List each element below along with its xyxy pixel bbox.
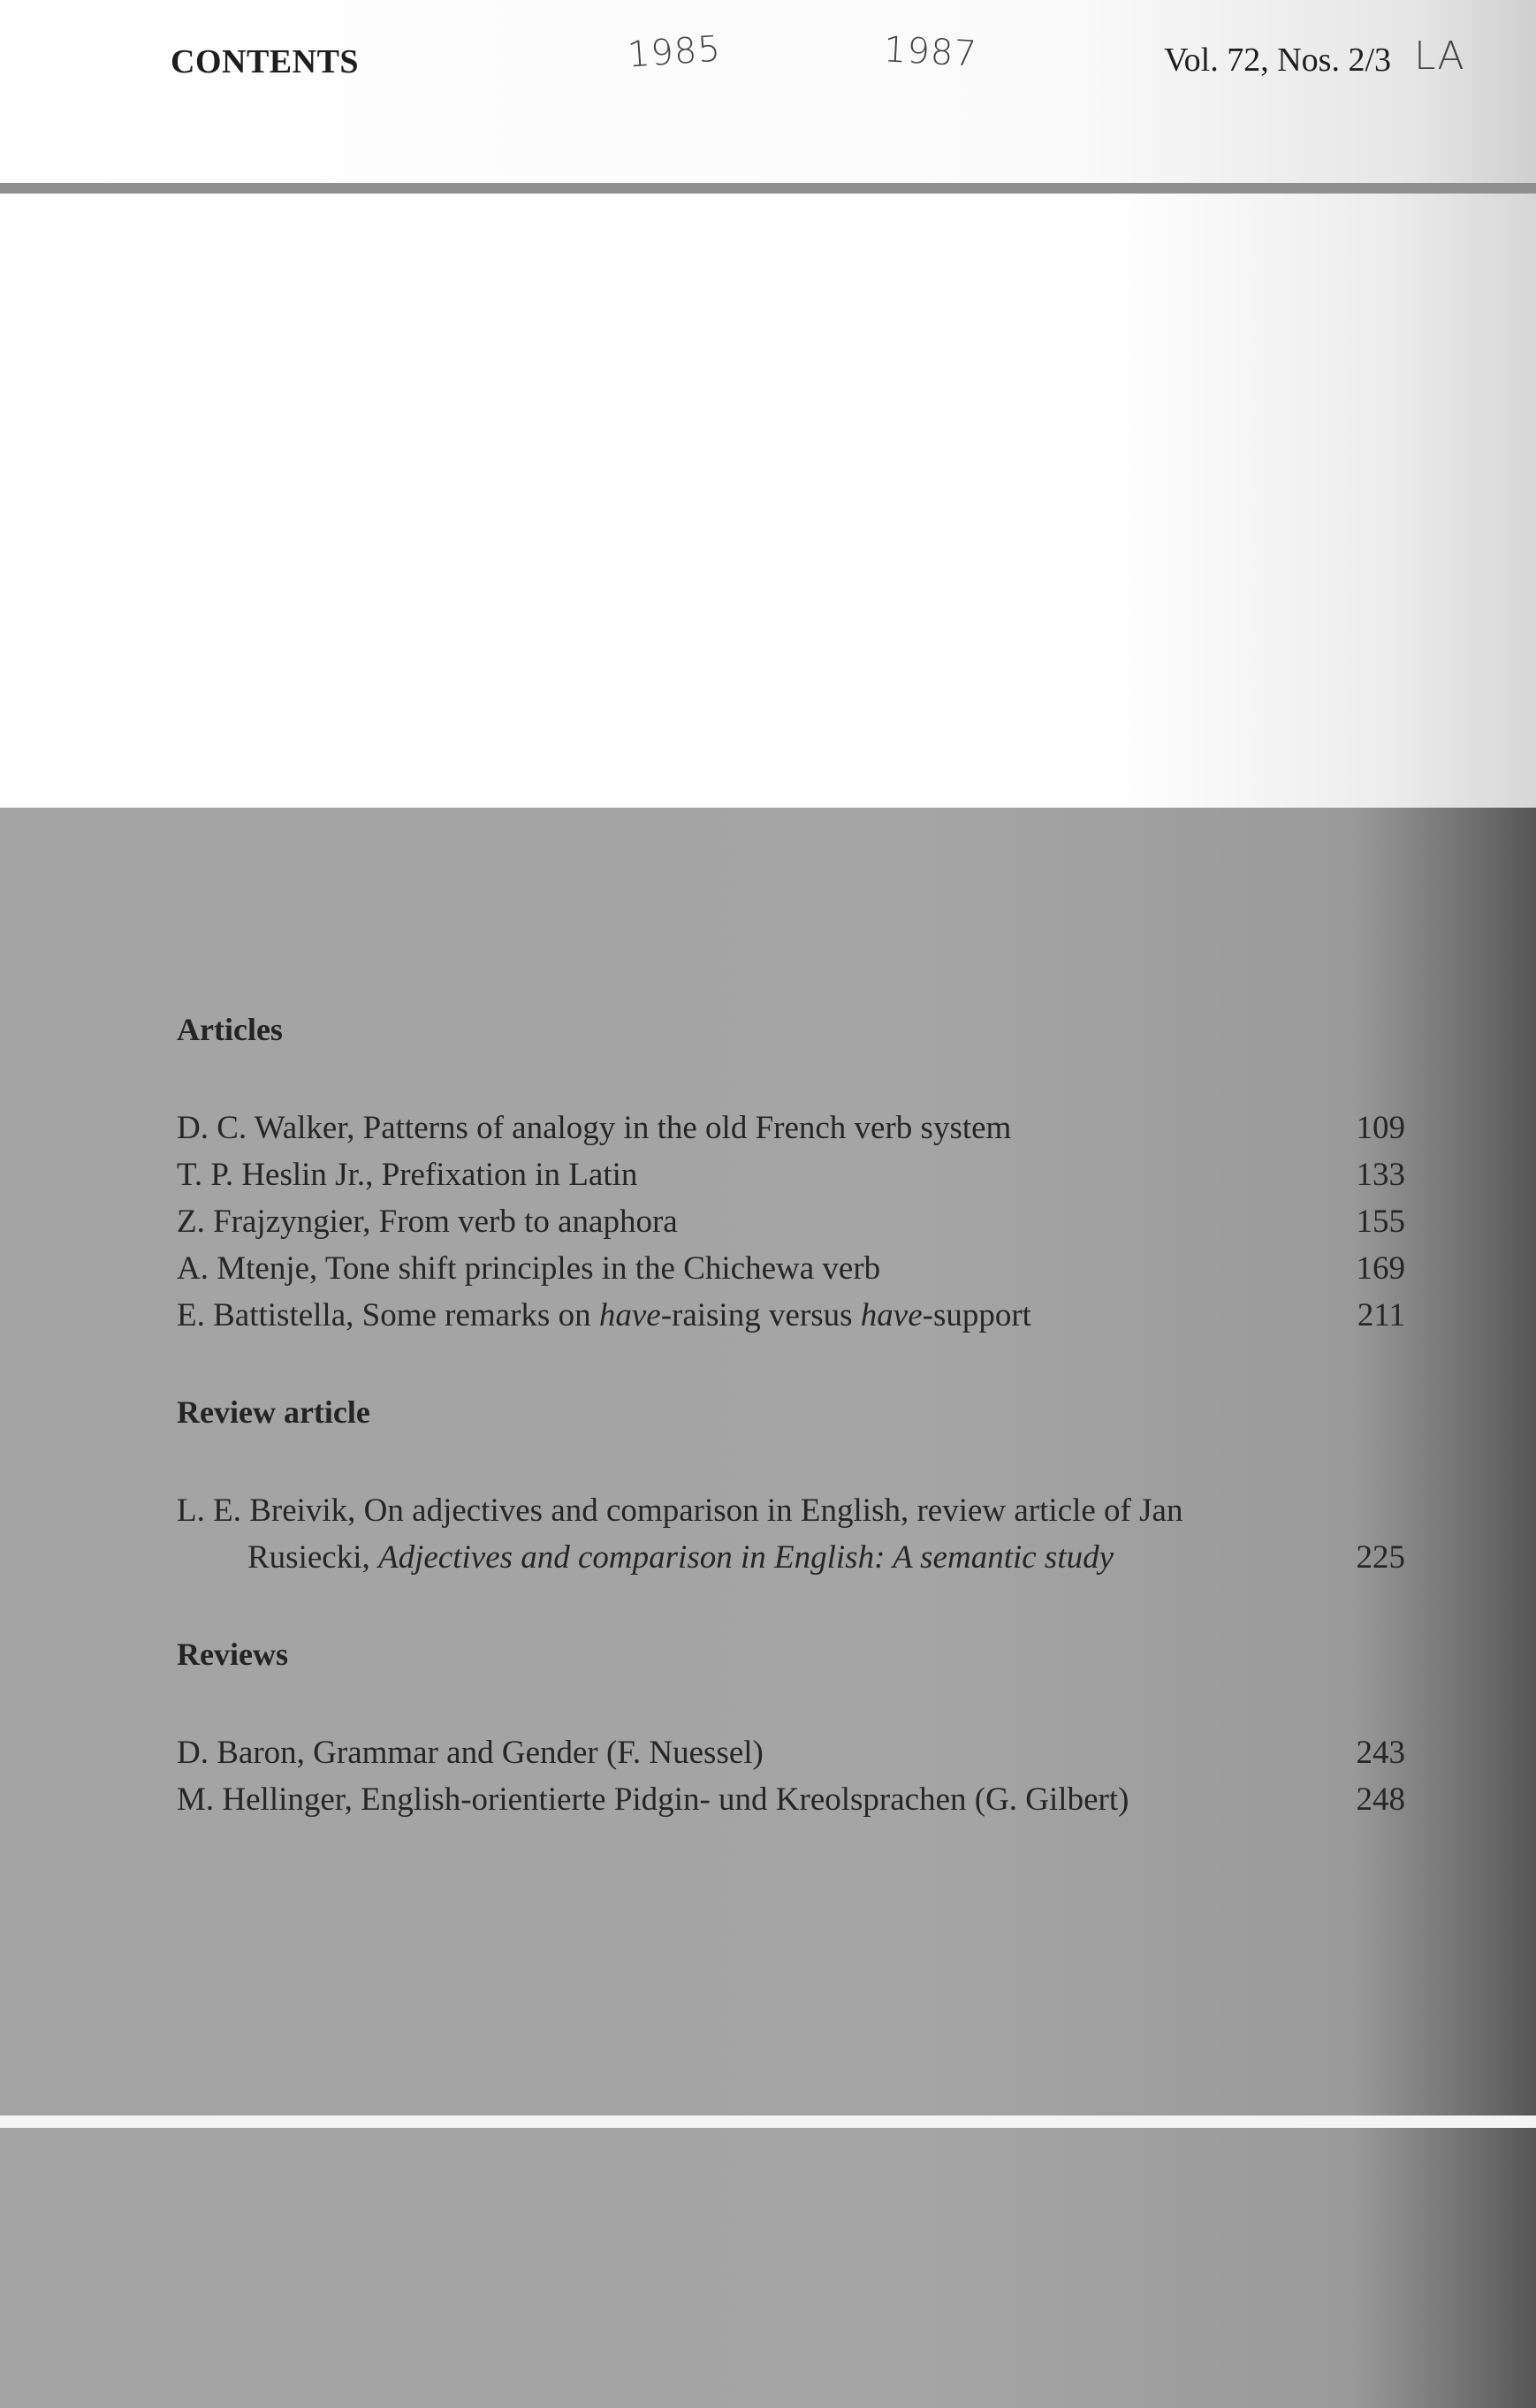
entry-page: 169: [1356, 1250, 1405, 1287]
handwritten-note-2: 1987: [882, 29, 978, 75]
articles-list: [177, 1105, 1405, 1339]
entry-page: 211: [1357, 1297, 1405, 1333]
entry-title: Prefixation in Latin: [381, 1157, 638, 1193]
entry-page: 133: [1356, 1157, 1405, 1193]
handwritten-note-3: LA: [1414, 34, 1465, 79]
entry-author: M. Hellinger: [177, 1781, 345, 1818]
entry-title: English-orientierte Pidgin- und Kreolsprachen (G. Gilbert): [361, 1781, 1129, 1818]
entry-author: Z. Frajzyngier: [177, 1204, 363, 1240]
entry-title: Grammar and Gender (F. Nuessel): [313, 1735, 764, 1771]
entry-page: 109: [1356, 1110, 1405, 1146]
entry-title: Tone shift principles in the Chichewa verb: [324, 1250, 881, 1287]
toc-entry: Z. Frajzyngier, From verb to anaphora 155: [177, 1198, 1405, 1245]
entry-line-2: [177, 1534, 1308, 1581]
entry-line-2-prefix: Rusiecki,: [247, 1539, 378, 1576]
section-title-articles: Articles: [177, 1012, 283, 1047]
toc-entry: T. P. Heslin Jr., Prefixation in Latin 133: [177, 1151, 1405, 1198]
entry-title-italic: have: [860, 1297, 923, 1333]
entry-title-part: -raising versus: [660, 1297, 861, 1333]
bottom-band: [0, 2128, 1536, 2408]
entry-title-part: Some remarks on: [361, 1297, 599, 1333]
toc-entry: [177, 1487, 1405, 1581]
contents-heading: CONTENTS: [171, 43, 360, 80]
toc-entry: D. C. Walker, Patterns of analogy in the old French verb system 109: [177, 1105, 1405, 1151]
entry-page: 225: [1356, 1539, 1405, 1576]
entry-author: D. Baron: [177, 1735, 297, 1771]
entry-line-1: L. E. Breivik, On adjectives and comparison in English, review article of Jan: [177, 1493, 1183, 1529]
entry-page: 243: [1356, 1735, 1405, 1771]
entry-title: Patterns of analogy in the old French verb system: [362, 1110, 1012, 1146]
entry-author: A. Mtenje: [177, 1250, 310, 1287]
top-divider: [0, 183, 1536, 194]
bottom-divider: [0, 2116, 1536, 2128]
handwritten-note-1: 1985: [626, 28, 723, 76]
volume-issue-label: Vol. 72, Nos. 2/3: [1164, 42, 1391, 79]
header-band: [0, 0, 1536, 186]
blank-white-area: [0, 194, 1536, 808]
entry-title: From verb to anaphora: [378, 1204, 678, 1240]
toc-entry: D. Baron, Grammar and Gender (F. Nuessel) 243: [177, 1729, 1405, 1776]
review-article-list: [177, 1487, 1405, 1581]
toc-entry: M. Hellinger, English-orientierte Pidgin- und Kreolsprachen (G. Gilbert) 248: [177, 1776, 1405, 1823]
entry-title-part: -support: [922, 1297, 1031, 1333]
entry-author: E. Battistella: [177, 1297, 346, 1333]
entry-author: T. P. Heslin Jr.: [177, 1157, 366, 1193]
entry-title-italic: have: [598, 1297, 661, 1333]
entry-title-italic: Adjectives and comparison in English: A semantic study: [377, 1539, 1114, 1576]
toc-entry: E. Battistella, Some remarks on have-raising versus have-support 211: [177, 1292, 1405, 1339]
table-of-contents: [177, 1007, 1405, 1823]
entry-page: 155: [1356, 1204, 1405, 1240]
entry-author: D. C. Walker: [177, 1110, 347, 1146]
reviews-list: [177, 1729, 1405, 1823]
toc-entry: A. Mtenje, Tone shift principles in the Chichewa verb 169: [177, 1245, 1405, 1292]
section-title-reviews: Reviews: [177, 1637, 288, 1672]
entry-page: 248: [1356, 1781, 1405, 1818]
section-title-review-article: Review article: [177, 1394, 370, 1430]
